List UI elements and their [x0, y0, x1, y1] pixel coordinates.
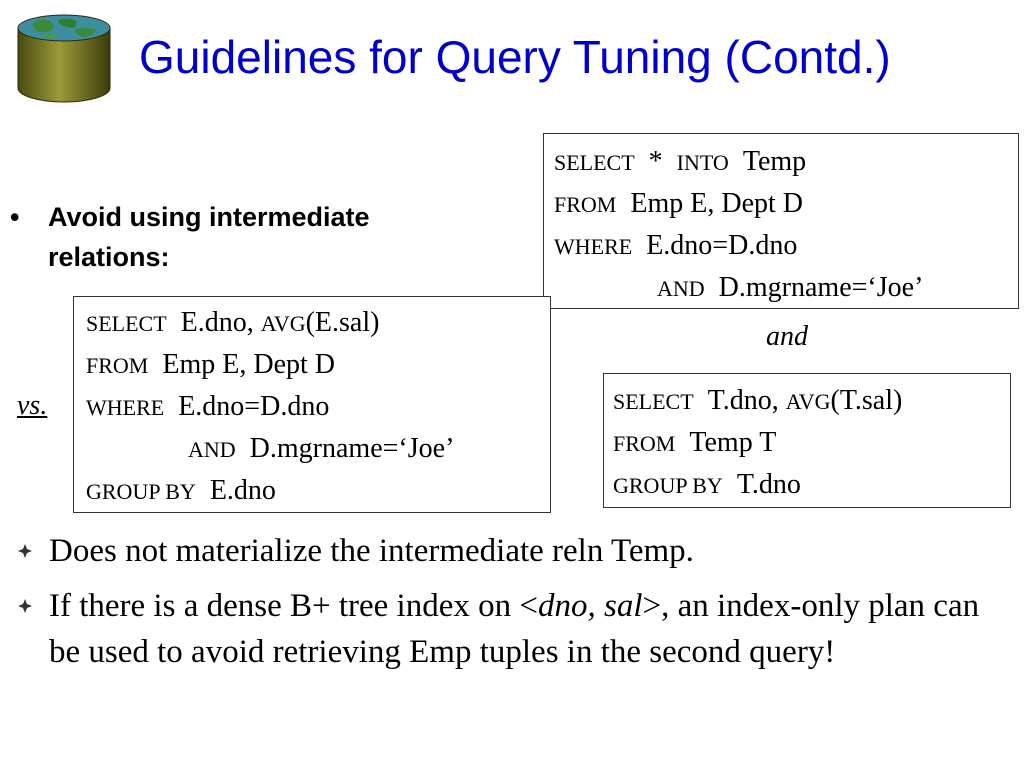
code-line: [86, 386, 550, 428]
code-line: [613, 380, 1010, 422]
code-text: D.mgrname=‘Joe’: [718, 272, 924, 303]
code-line: [86, 344, 550, 386]
sql-keyword: INTO: [676, 150, 729, 175]
code-text: D.mgrname=‘Joe’: [249, 433, 455, 464]
main-bullet-text: Avoid using intermediate relations:: [48, 202, 370, 272]
code-line: [554, 141, 1018, 183]
sub-bullet: [18, 528, 1018, 575]
text-run-italic: dno, sal: [537, 588, 643, 624]
sql-keyword: SELECT: [613, 389, 694, 414]
code-text: *: [648, 146, 663, 177]
sql-keyword: FROM: [613, 431, 676, 456]
code-line: [613, 422, 1010, 464]
code-text: (T.sal): [830, 385, 903, 416]
code-text: E.dno=D.dno: [178, 391, 330, 422]
code-line: [554, 183, 1018, 225]
code-text: E.dno,: [180, 307, 254, 338]
code-text: Emp E, Dept D: [162, 349, 335, 380]
code-text: E.dno: [209, 475, 276, 506]
code-text: Temp T: [689, 427, 777, 458]
sql-keyword: GROUP BY: [613, 473, 723, 498]
slide-title: Guidelines for Query Tuning (Contd.): [139, 31, 891, 83]
code-text: T.dno,: [707, 385, 779, 416]
code-line: [554, 225, 1018, 267]
connector-and: and: [766, 321, 808, 352]
code-line: [86, 302, 550, 344]
connector-vs: vs.: [17, 390, 48, 421]
code-line: [86, 470, 550, 512]
text-run: If there is a dense B+ tree index on <: [49, 588, 538, 624]
sql-keyword: AVG: [260, 311, 306, 336]
sql-keyword: WHERE: [86, 395, 165, 420]
query-create-temp-box: [543, 133, 1019, 309]
sub-bullet-text: Does not materialize the intermediate reln Temp.: [49, 533, 694, 569]
code-line: [613, 464, 1010, 506]
code-text: E.dno=D.dno: [646, 230, 798, 261]
code-text: Temp: [742, 146, 807, 177]
sql-keyword: SELECT: [554, 150, 635, 175]
database-globe-icon: [14, 12, 114, 104]
text-run: >, an index-only plan can be used to avoid retrieving Emp tuples in the second query!: [49, 588, 980, 670]
sub-bullet-list: [18, 528, 1018, 683]
sub-bullet: [18, 583, 1018, 675]
code-text: T.dno: [736, 469, 801, 500]
query-from-temp-box: [603, 373, 1011, 508]
code-text: (E.sal): [305, 307, 380, 338]
code-line: [554, 267, 1018, 309]
sql-keyword: WHERE: [554, 234, 633, 259]
diamond-cross-bullet-icon: [18, 528, 49, 575]
bullet-dot: •: [10, 202, 20, 232]
sql-keyword: AND: [657, 276, 705, 301]
query-direct-box: [73, 296, 551, 513]
main-bullet: [10, 197, 530, 277]
sql-keyword: GROUP BY: [86, 479, 196, 504]
sub-bullet-text: [49, 583, 999, 675]
sql-keyword: FROM: [86, 353, 149, 378]
code-text: Emp E, Dept D: [630, 188, 803, 219]
sql-keyword: FROM: [554, 192, 617, 217]
sql-keyword: AVG: [785, 389, 831, 414]
code-line: [86, 428, 550, 470]
diamond-cross-bullet-icon: [18, 583, 49, 675]
sql-keyword: AND: [188, 437, 236, 462]
sql-keyword: SELECT: [86, 311, 167, 336]
